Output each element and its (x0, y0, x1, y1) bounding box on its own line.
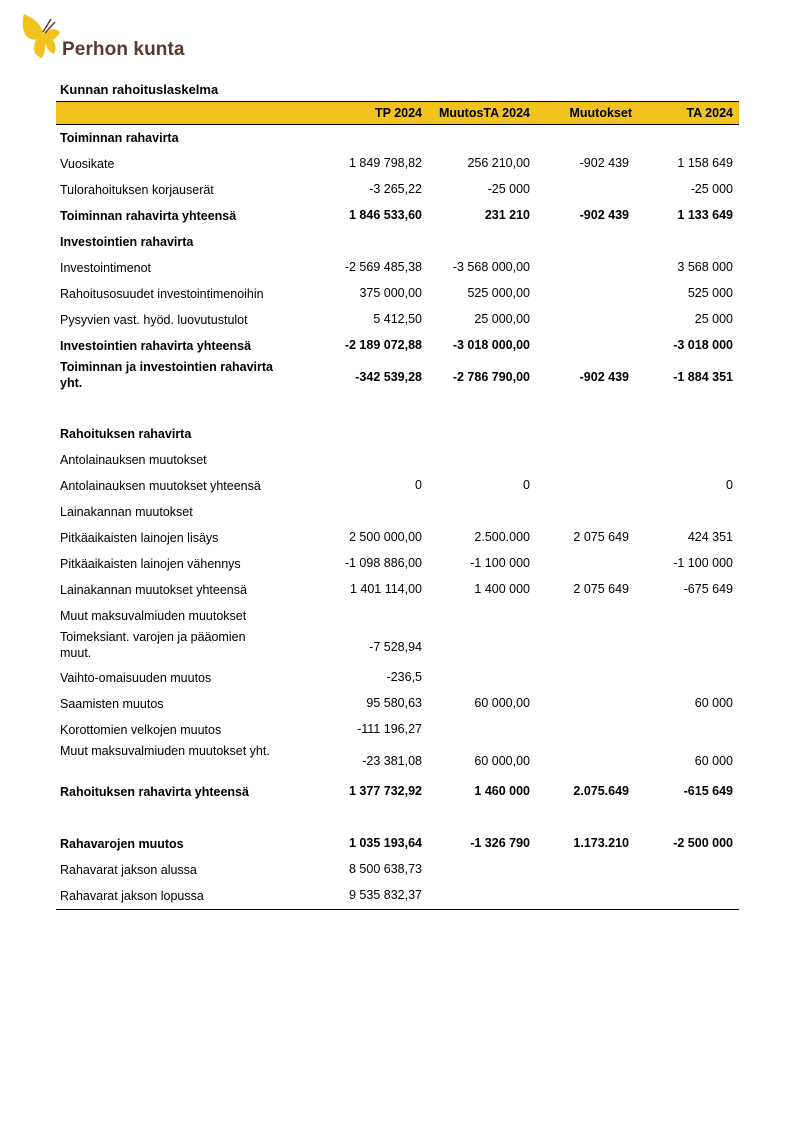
table-row (56, 836, 739, 852)
row-label: Lainakannan muutokset (60, 505, 193, 519)
cell-tp-2024: 1 401 114,00 (349, 582, 422, 596)
row-label: Vaihto-omaisuuden muutos (60, 671, 212, 685)
cell-muutos-ta-2024: -1 326 790 (470, 836, 530, 850)
row-label: Rahoituksen rahavirta (60, 427, 192, 441)
cell-ta-2024: 3 568 000 (677, 260, 733, 274)
cell-muutokset: -902 439 (579, 156, 629, 170)
cell-muutokset: 2 075 649 (573, 530, 629, 544)
table-row (56, 452, 739, 468)
cell-muutos-ta-2024: 25 000,00 (474, 312, 530, 326)
cell-tp-2024: -236,5 (386, 670, 422, 684)
table-row (56, 530, 739, 546)
cell-ta-2024: 25 000 (694, 312, 733, 326)
table-row (56, 478, 739, 494)
cell-muutos-ta-2024: 0 (523, 478, 530, 492)
column-header-muutokset: Muutokset (569, 106, 632, 120)
butterfly-logo-icon (20, 12, 60, 60)
table-header (56, 102, 739, 125)
cell-muutokset: 2.075.649 (573, 784, 629, 798)
cell-muutokset: -902 439 (579, 208, 629, 222)
cell-muutos-ta-2024: -1 100 000 (470, 556, 530, 570)
row-label: Toiminnan rahavirta (60, 131, 179, 145)
logo-text: Perhon kunta (62, 39, 185, 60)
cell-muutos-ta-2024: 1 400 000 (474, 582, 530, 596)
cell-muutokset: 1.173.210 (573, 836, 629, 850)
row-label: Investointien rahavirta yhteensä (60, 339, 252, 353)
table-row (56, 130, 739, 146)
table-row (56, 629, 739, 663)
cell-muutos-ta-2024: 256 210,00 (467, 156, 530, 170)
bottom-rule (56, 909, 739, 910)
table-row (56, 504, 739, 520)
table-row (56, 862, 739, 878)
table-row (56, 182, 739, 198)
cell-muutos-ta-2024: 60 000,00 (474, 696, 530, 710)
cell-ta-2024: -615 649 (683, 784, 733, 798)
table-row (56, 784, 739, 800)
cell-ta-2024: -1 100 000 (673, 556, 733, 570)
table-row (56, 234, 739, 250)
row-label: Pysyvien vast. hyöd. luovutustulot (60, 313, 248, 327)
cell-muutokset: -902 439 (579, 370, 629, 384)
cell-ta-2024: 60 000 (694, 696, 733, 710)
row-label: Pitkäaikaisten lainojen lisäys (60, 531, 219, 545)
table-row (56, 338, 739, 354)
cell-tp-2024: 1 035 193,64 (349, 836, 422, 850)
cell-ta-2024: 525 000 (687, 286, 733, 300)
row-label: Tulorahoituksen korjauserät (60, 183, 214, 197)
table-row (56, 670, 739, 686)
cell-muutos-ta-2024: -2 786 790,00 (452, 370, 530, 384)
cell-muutos-ta-2024: 525 000,00 (467, 286, 530, 300)
cell-muutos-ta-2024: 2.500.000 (474, 530, 530, 544)
cell-ta-2024: 1 158 649 (677, 156, 733, 170)
cell-muutos-ta-2024: -3 018 000,00 (452, 338, 530, 352)
cell-ta-2024: 1 133 649 (677, 208, 733, 222)
table-row (56, 888, 739, 904)
row-label: Saamisten muutos (60, 697, 164, 711)
table-row (56, 743, 739, 777)
cell-tp-2024: 5 412,50 (373, 312, 422, 326)
cell-tp-2024: -1 098 886,00 (344, 556, 422, 570)
row-label: Muut maksuvalmiuden muutokset yht. (60, 744, 270, 758)
table-row (56, 582, 739, 598)
cell-ta-2024: -1 884 351 (673, 370, 733, 384)
cell-muutos-ta-2024: -3 568 000,00 (452, 260, 530, 274)
table-row (56, 426, 739, 442)
cell-tp-2024: -2 569 485,38 (344, 260, 422, 274)
cell-tp-2024: -342 539,28 (355, 370, 422, 384)
row-label: Investointimenot (60, 261, 152, 275)
cell-muutos-ta-2024: 60 000,00 (474, 754, 530, 768)
row-label: Vuosikate (60, 157, 115, 171)
cell-ta-2024: -25 000 (690, 182, 733, 196)
cell-ta-2024: -2 500 000 (673, 836, 733, 850)
logo (20, 12, 220, 64)
row-label: Rahavarat jakson lopussa (60, 889, 204, 903)
row-label: Pitkäaikaisten lainojen vähennys (60, 557, 241, 571)
table-row (56, 156, 739, 172)
row-label: Toiminnan ja investointien rahavirta yht. (60, 360, 274, 390)
cell-ta-2024: -3 018 000 (673, 338, 733, 352)
cell-ta-2024: 0 (726, 478, 733, 492)
cell-tp-2024: -2 189 072,88 (344, 338, 422, 352)
cell-tp-2024: -23 381,08 (362, 754, 422, 768)
table-row (56, 722, 739, 738)
cell-tp-2024: -7 528,94 (369, 640, 422, 654)
table-row (56, 556, 739, 572)
table-row (56, 608, 739, 624)
row-label: Rahoituksen rahavirta yhteensä (60, 785, 249, 799)
row-label: Rahoitusosuudet investointimenoihin (60, 287, 264, 301)
table-row (56, 312, 739, 328)
row-label: Antolainauksen muutokset (60, 453, 207, 467)
table-title: Kunnan rahoituslaskelma (60, 82, 219, 97)
column-header-ta-2024: TA 2024 (686, 106, 733, 120)
cell-tp-2024: 1 846 533,60 (349, 208, 422, 222)
row-label: Toimeksiant. varojen ja pääomien muut. (60, 630, 246, 660)
cell-muutos-ta-2024: 231 210 (484, 208, 530, 222)
cell-ta-2024: 424 351 (687, 530, 733, 544)
table-row (56, 260, 739, 276)
row-label: Muut maksuvalmiuden muutokset (60, 609, 247, 623)
cell-muutokset: 2 075 649 (573, 582, 629, 596)
cell-tp-2024: 0 (415, 478, 422, 492)
cell-ta-2024: -675 649 (683, 582, 733, 596)
cell-ta-2024: 60 000 (694, 754, 733, 768)
cell-tp-2024: 8 500 638,73 (349, 862, 422, 876)
row-label: Rahavarat jakson alussa (60, 863, 197, 877)
cell-tp-2024: 1 849 798,82 (349, 156, 422, 170)
cell-tp-2024: -3 265,22 (369, 182, 422, 196)
row-label: Investointien rahavirta (60, 235, 194, 249)
row-label: Antolainauksen muutokset yhteensä (60, 479, 261, 493)
row-label: Toiminnan rahavirta yhteensä (60, 209, 237, 223)
table-row (56, 359, 739, 393)
cell-tp-2024: 95 580,63 (366, 696, 422, 710)
cell-muutos-ta-2024: 1 460 000 (474, 784, 530, 798)
column-header-muutos-ta-2024: MuutosTA 2024 (439, 106, 530, 120)
cell-tp-2024: 375 000,00 (359, 286, 422, 300)
row-label: Lainakannan muutokset yhteensä (60, 583, 247, 597)
table-row (56, 286, 739, 302)
cell-muutos-ta-2024: -25 000 (487, 182, 530, 196)
cell-tp-2024: 1 377 732,92 (349, 784, 422, 798)
table-row (56, 696, 739, 712)
column-header-tp-2024: TP 2024 (374, 106, 422, 120)
cell-tp-2024: -111 196,27 (357, 722, 422, 736)
table-row (56, 208, 739, 224)
cell-tp-2024: 2 500 000,00 (349, 530, 422, 544)
row-label: Korottomien velkojen muutos (60, 723, 222, 737)
row-label: Rahavarojen muutos (60, 837, 184, 851)
cell-tp-2024: 9 535 832,37 (349, 888, 422, 902)
